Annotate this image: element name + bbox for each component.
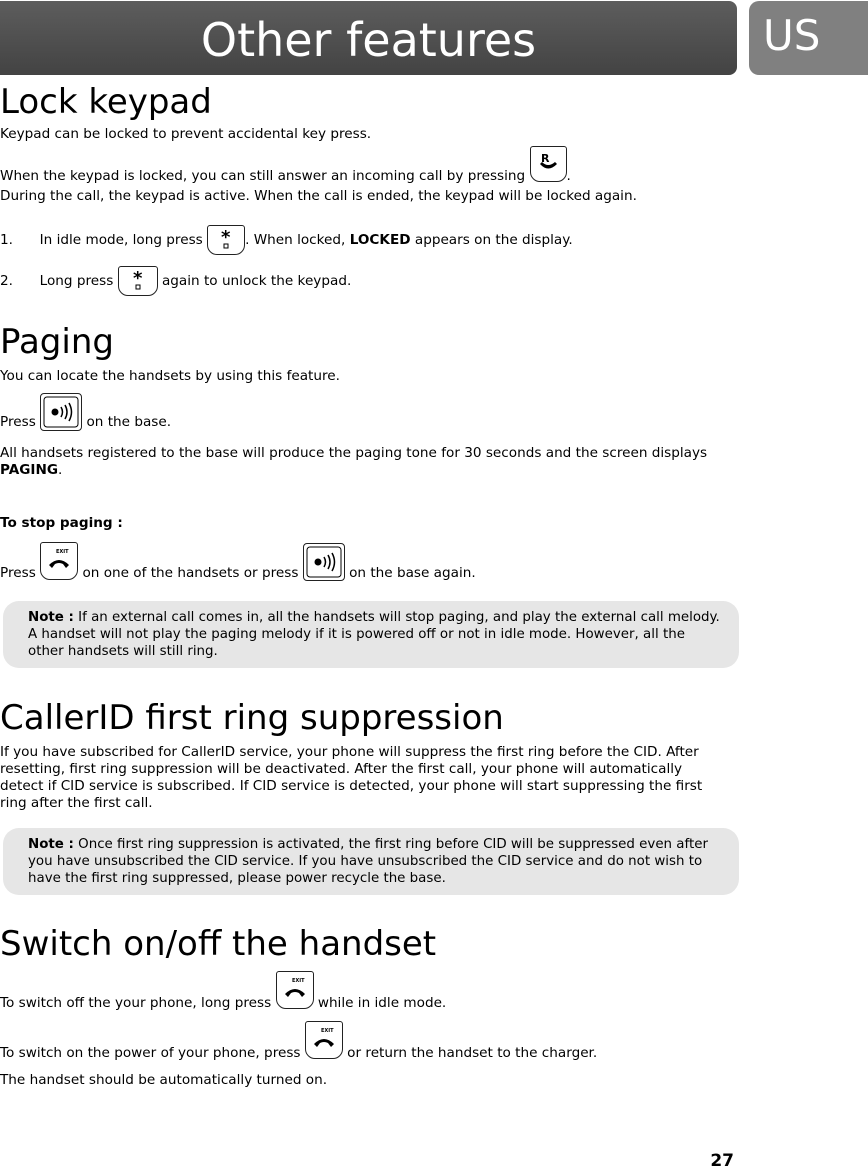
page-title: Other features [200, 13, 537, 67]
paging-intro: You can locate the handsets by using this feature. [0, 368, 340, 384]
talk-key-icon [530, 146, 567, 182]
paging-key-icon [40, 393, 82, 431]
paging-note [3, 601, 739, 668]
callerid-heading: CallerID first ring suppression [0, 698, 504, 738]
svg-text:*: * [221, 227, 231, 248]
lock-keypad-answer-line: When the keypad is locked, you can still answer an incoming call by pressing R . [0, 168, 571, 185]
end-call-exit-key-icon [276, 971, 314, 1009]
region-tab [749, 1, 868, 75]
talk-key-letter: R [540, 152, 549, 165]
star-lock-key-icon [118, 266, 158, 296]
end-call-exit-key-icon [305, 1021, 343, 1059]
callerid-note [3, 828, 739, 895]
switch-on-line: To switch on the power of your phone, press EXIT or return the handset to the charger. [0, 1045, 597, 1062]
paging-description: All handsets registered to the base will produce the paging tone for 30 seconds and the screen displays PAGING. [0, 445, 708, 478]
svg-text:*: * [132, 268, 143, 289]
exit-key-label: EXIT [291, 978, 305, 984]
exit-key-label: EXIT [56, 549, 69, 555]
paging-press-line: Press on the base. [0, 413, 171, 431]
note-label: Note : [28, 610, 74, 625]
exit-key-label: EXIT [320, 1028, 334, 1034]
step-1: 1. In idle mode, long press * . When locked, LOCKED appears on the display. [0, 225, 573, 255]
switch-off-line: To switch off the your phone, long press EXIT while in idle mode. [0, 995, 446, 1012]
switch-heading: Switch on/off the handset [0, 924, 437, 964]
step-2: 2. Long press * again to unlock the keypad. [0, 266, 351, 296]
region-label: US [763, 11, 821, 60]
page-title-bar [0, 1, 737, 75]
note-text: If an external call comes in, all the handsets will stop paging, and play the external call melody. A handset will not play the paging melody if it is powered off or not in idle mode. However, all the other handsets will still ring. [28, 610, 720, 659]
page-number: 27 [710, 1151, 734, 1171]
lock-keypad-intro: Keypad can be locked to prevent accidental key press. [0, 126, 372, 142]
callerid-body: If you have subscribed for CallerID service, your phone will suppress the first ring before the CID. After resetting, first ring suppression will be deactivated. After the first call, your phone will automatically detect if CID service is subscribed. If CID service is detected, your phone will start suppressing the first ring after the first call. [0, 744, 703, 811]
paging-key-icon [303, 543, 345, 581]
note-label: Note : [28, 837, 74, 852]
star-lock-key-icon [207, 225, 245, 255]
paging-heading: Paging [0, 322, 114, 362]
switch-final: The handset should be automatically turned on. [0, 1072, 328, 1088]
stop-paging-line: Press EXIT on one of the handsets or press on the base again. [0, 565, 476, 582]
stop-paging-heading: To stop paging : [0, 515, 123, 531]
lock-keypad-during-call: During the call, the keypad is active. When the call is ended, the keypad will be locked again. [0, 188, 637, 204]
end-call-exit-key-icon [40, 542, 78, 580]
lock-keypad-heading: Lock keypad [0, 82, 212, 122]
note-text: Once first ring suppression is activated, the first ring before CID will be suppressed even after you have unsubscribed the CID service. If you have unsubscribed the CID service and do not wish to have the first ring suppressed, please power recycle the base. [28, 837, 708, 886]
